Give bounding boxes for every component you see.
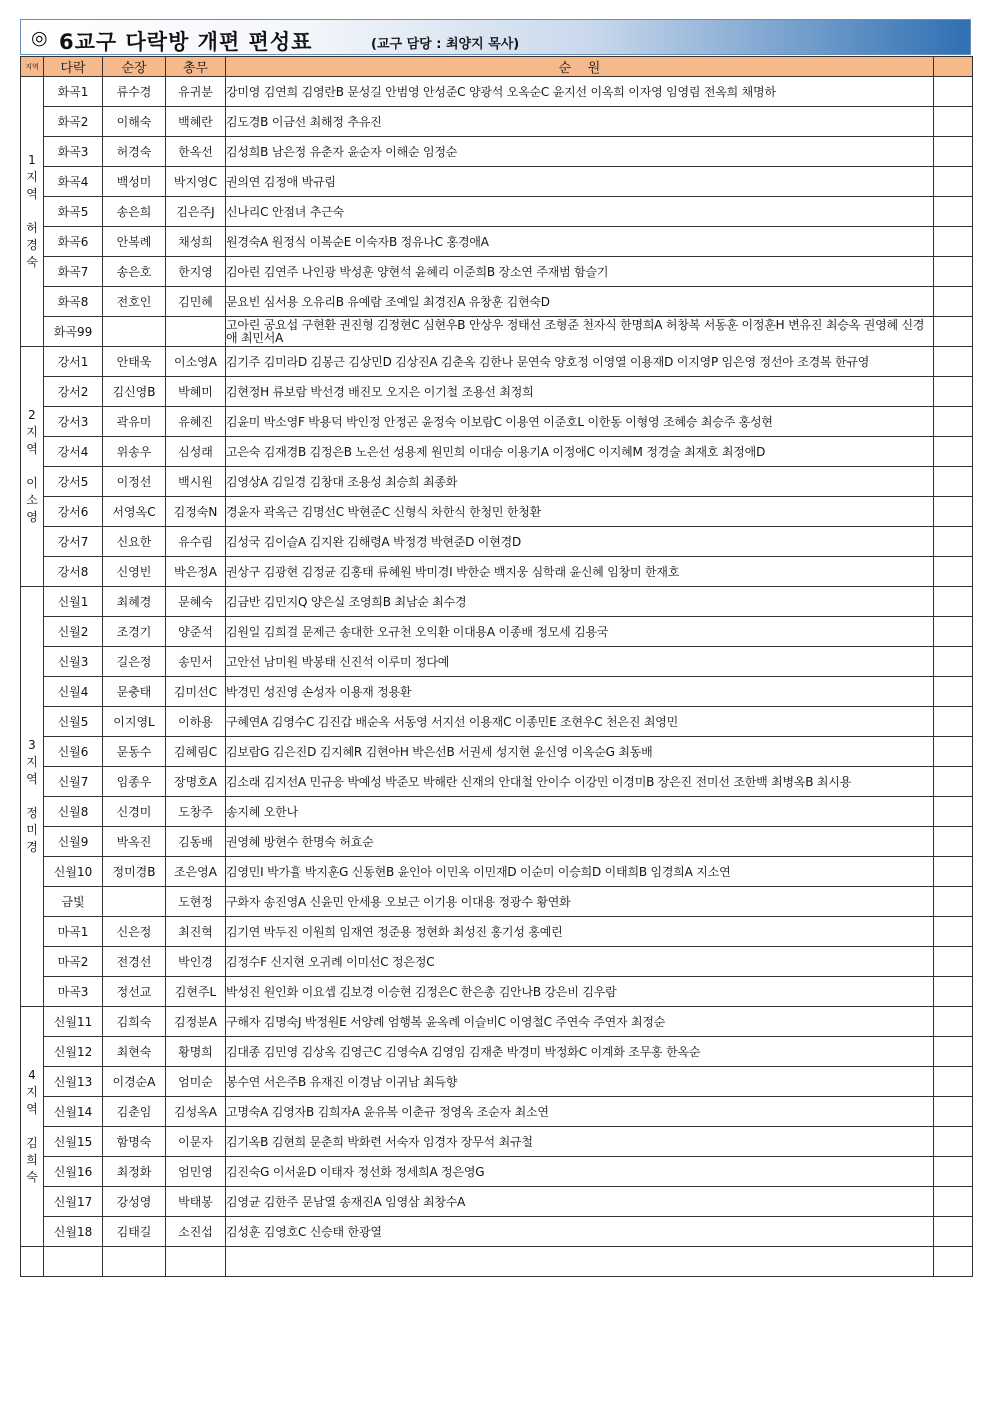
manager-cell: 장명호A — [166, 767, 226, 797]
region-label-char: 미 — [26, 823, 38, 837]
region-label-char: 역 — [26, 772, 38, 786]
members-cell: 고은숙 김재경B 김정은B 노은선 성용제 원민희 이대승 이용기A 이정애C 이지혜M 정경술 최재호 최정애D — [226, 437, 934, 467]
leader-cell — [103, 317, 166, 347]
table-row — [21, 347, 973, 377]
members-cell: 김보람G 김은진D 김지혜R 김현아H 박은선B 서권세 성지현 윤신영 이옥순G 최동배 — [226, 737, 934, 767]
leader-cell: 김희숙 — [103, 1007, 166, 1037]
blank-cell — [934, 197, 973, 227]
darak-cell: 신월7 — [44, 767, 103, 797]
blank-cell — [934, 797, 973, 827]
leader-cell: 강성영 — [103, 1187, 166, 1217]
table-row — [21, 227, 973, 257]
region-label-char: 이 — [26, 476, 38, 490]
darak-cell: 신월15 — [44, 1127, 103, 1157]
table-row — [21, 1127, 973, 1157]
manager-cell: 김민혜 — [166, 287, 226, 317]
leader-cell: 임종우 — [103, 767, 166, 797]
members-cell: 김기옥B 김현희 문춘희 박화련 서숙자 임경자 장무석 최규철 — [226, 1127, 934, 1157]
blank-cell — [934, 257, 973, 287]
leader-cell: 김태길 — [103, 1217, 166, 1247]
members-cell: 문요빈 심서용 오유리B 유예람 조예일 최경진A 유창훈 김현숙D — [226, 287, 934, 317]
blank-cell — [934, 1097, 973, 1127]
manager-cell: 김미선C — [166, 677, 226, 707]
table-row — [21, 437, 973, 467]
blank-cell — [934, 227, 973, 257]
members-cell: 송지혜 오한나 — [226, 797, 934, 827]
header-darak: 다락 — [44, 57, 103, 77]
blank-cell — [934, 1217, 973, 1247]
darak-cell: 강서8 — [44, 557, 103, 587]
leader-cell: 최현숙 — [103, 1037, 166, 1067]
region-label-char: 1 — [28, 153, 36, 167]
darak-cell: 마곡2 — [44, 947, 103, 977]
table-row — [21, 887, 973, 917]
leader-cell: 함명숙 — [103, 1127, 166, 1157]
page-title: 6교구 다락방 개편 편성표 — [59, 30, 313, 54]
members-cell: 김영균 김한주 문남열 송재진A 임영삼 최창수A — [226, 1187, 934, 1217]
region-label-char: 허 — [26, 221, 38, 235]
darak-cell: 신월5 — [44, 707, 103, 737]
table-row — [21, 197, 973, 227]
empty-row — [21, 1247, 973, 1277]
table-row — [21, 137, 973, 167]
blank-cell — [934, 977, 973, 1007]
members-cell: 김아린 김연주 나인광 박성훈 양현석 윤혜리 이준희B 장소연 주재범 함슬기 — [226, 257, 934, 287]
members-cell: 박성진 원인화 이요셉 김보경 이승현 김정은C 한은총 김안나B 강은비 김우람 — [226, 977, 934, 1007]
blank-cell — [934, 617, 973, 647]
manager-cell: 도창주 — [166, 797, 226, 827]
region-label — [21, 347, 44, 587]
region-label — [21, 77, 44, 347]
table-row — [21, 1157, 973, 1187]
darak-cell: 신월9 — [44, 827, 103, 857]
members-cell: 김영민I 박가휼 박지훈G 신동현B 윤인아 이민옥 이민재D 이순미 이승희D 이태희B 임경희A 지소연 — [226, 857, 934, 887]
darak-cell: 신월12 — [44, 1037, 103, 1067]
table-row — [21, 167, 973, 197]
members-cell: 김성희B 남은정 유춘자 윤순자 이해순 임정순 — [226, 137, 934, 167]
manager-cell: 김정숙N — [166, 497, 226, 527]
empty-cell — [226, 1247, 934, 1277]
manager-cell: 최진혁 — [166, 917, 226, 947]
manager-cell: 박태봉 — [166, 1187, 226, 1217]
blank-cell — [934, 497, 973, 527]
blank-cell — [934, 527, 973, 557]
region-label — [21, 1007, 44, 1247]
manager-cell: 유수림 — [166, 527, 226, 557]
empty-cell — [103, 1247, 166, 1277]
region-label-char: 경 — [26, 238, 38, 252]
members-cell: 구화자 송진영A 신윤민 안세용 오보근 이기용 이대용 정광수 황연화 — [226, 887, 934, 917]
region-label-char — [21, 1118, 43, 1135]
manager-cell: 문혜숙 — [166, 587, 226, 617]
blank-cell — [934, 407, 973, 437]
table-body — [21, 77, 973, 1277]
manager-cell: 백시원 — [166, 467, 226, 497]
blank-cell — [934, 1127, 973, 1157]
leader-cell: 곽유미 — [103, 407, 166, 437]
members-cell: 김기주 김미라D 김봉근 김상민D 김상진A 김춘옥 김한나 문연숙 양호정 이영열 이용재D 이지영P 임은영 정선아 조경복 한규영 — [226, 347, 934, 377]
table-row — [21, 977, 973, 1007]
darak-cell: 화곡6 — [44, 227, 103, 257]
members-cell: 권영혜 방현수 한명숙 허효순 — [226, 827, 934, 857]
blank-cell — [934, 707, 973, 737]
header-leader: 순장 — [103, 57, 166, 77]
region-label-char: 경 — [26, 840, 38, 854]
blank-cell — [934, 1007, 973, 1037]
table-header-row — [21, 57, 973, 77]
table-row — [21, 617, 973, 647]
blank-cell — [934, 317, 973, 347]
table-row — [21, 857, 973, 887]
members-cell: 김금반 김민지Q 양은실 조영희B 최남순 최수경 — [226, 587, 934, 617]
leader-cell: 위송우 — [103, 437, 166, 467]
darak-cell: 신월17 — [44, 1187, 103, 1217]
leader-cell: 안복례 — [103, 227, 166, 257]
members-cell: 박경민 성진영 손성자 이용재 정용환 — [226, 677, 934, 707]
manager-cell: 박지영C — [166, 167, 226, 197]
manager-cell: 소진섭 — [166, 1217, 226, 1247]
manager-cell: 심성래 — [166, 437, 226, 467]
leader-cell: 허경숙 — [103, 137, 166, 167]
region-label-char: 역 — [26, 1102, 38, 1116]
empty-cell — [934, 1247, 973, 1277]
table-row — [21, 1187, 973, 1217]
region-label-char: 영 — [26, 510, 38, 524]
table-row — [21, 77, 973, 107]
region-label-char: 희 — [26, 1153, 38, 1167]
leader-cell: 박옥진 — [103, 827, 166, 857]
manager-cell — [166, 317, 226, 347]
manager-cell: 김정분A — [166, 1007, 226, 1037]
members-cell: 구해자 김명숙J 박정원E 서양례 엄행복 윤옥례 이슬비C 이영철C 주연숙 주연자 최정순 — [226, 1007, 934, 1037]
manager-cell: 박인경 — [166, 947, 226, 977]
table-row — [21, 767, 973, 797]
table-row — [21, 707, 973, 737]
manager-cell: 김은주J — [166, 197, 226, 227]
leader-cell: 이정선 — [103, 467, 166, 497]
blank-cell — [934, 1037, 973, 1067]
darak-cell: 화곡1 — [44, 77, 103, 107]
leader-cell: 신영빈 — [103, 557, 166, 587]
leader-cell: 이지영L — [103, 707, 166, 737]
table-row — [21, 737, 973, 767]
blank-cell — [934, 827, 973, 857]
members-cell: 강미영 김연희 김영란B 문성길 안범영 안성준C 양광석 오옥순C 윤지선 이옥희 이자영 임영림 전옥희 채명하 — [226, 77, 934, 107]
manager-cell: 김혜림C — [166, 737, 226, 767]
table-row — [21, 677, 973, 707]
manager-cell: 김현주L — [166, 977, 226, 1007]
manager-cell: 송민서 — [166, 647, 226, 677]
leader-cell — [103, 887, 166, 917]
darak-cell: 강서2 — [44, 377, 103, 407]
blank-cell — [934, 947, 973, 977]
leader-cell: 송은호 — [103, 257, 166, 287]
members-cell: 권의연 김정애 박규림 — [226, 167, 934, 197]
leader-cell: 최혜경 — [103, 587, 166, 617]
region-label-char: 지 — [26, 1085, 38, 1099]
page-subtitle: (교구 담당 : 최양지 목사) — [371, 37, 520, 52]
blank-cell — [934, 1187, 973, 1217]
members-cell: 김기연 박두진 이원희 임재연 정준용 정현화 최성진 홍기성 홍예린 — [226, 917, 934, 947]
region-label-char: 3 — [28, 738, 36, 752]
leader-cell: 김춘임 — [103, 1097, 166, 1127]
darak-cell: 화곡3 — [44, 137, 103, 167]
manager-cell: 이문자 — [166, 1127, 226, 1157]
darak-cell: 강서1 — [44, 347, 103, 377]
table-row — [21, 1037, 973, 1067]
leader-cell: 문충태 — [103, 677, 166, 707]
members-cell: 고명숙A 김영자B 김희자A 윤유복 이춘규 정영옥 조순자 최소연 — [226, 1097, 934, 1127]
darak-cell: 강서4 — [44, 437, 103, 467]
blank-cell — [934, 587, 973, 617]
blank-cell — [934, 647, 973, 677]
members-cell: 김성훈 김영호C 신승태 한광열 — [226, 1217, 934, 1247]
members-cell: 원경숙A 원정식 이복순E 이숙자B 정유나C 홍경애A — [226, 227, 934, 257]
table-row — [21, 377, 973, 407]
leader-cell: 최정화 — [103, 1157, 166, 1187]
members-cell: 권상구 김광현 김정균 김홍태 류혜원 박미경I 박한순 백지웅 심학래 윤신혜 임창미 한재호 — [226, 557, 934, 587]
manager-cell: 김성옥A — [166, 1097, 226, 1127]
members-cell: 김현정H 류보람 박선경 배진모 오지은 이기철 조용선 최정희 — [226, 377, 934, 407]
table-row — [21, 1067, 973, 1097]
leader-cell: 조경기 — [103, 617, 166, 647]
darak-cell: 신월16 — [44, 1157, 103, 1187]
darak-cell: 신월2 — [44, 617, 103, 647]
table-row — [21, 1217, 973, 1247]
roster-table — [20, 56, 973, 1277]
region-label-char — [21, 203, 43, 220]
region-label-char: 숙 — [26, 255, 38, 269]
darak-cell: 화곡2 — [44, 107, 103, 137]
darak-cell: 화곡5 — [44, 197, 103, 227]
region-label-char — [21, 458, 43, 475]
region-label-char: 지 — [26, 755, 38, 769]
blank-cell — [934, 137, 973, 167]
table-row — [21, 947, 973, 977]
region-label-char: 역 — [26, 187, 38, 201]
darak-cell: 신월14 — [44, 1097, 103, 1127]
leader-cell: 안태욱 — [103, 347, 166, 377]
manager-cell: 백혜란 — [166, 107, 226, 137]
darak-cell: 강서7 — [44, 527, 103, 557]
table-row — [21, 287, 973, 317]
leader-cell: 송은희 — [103, 197, 166, 227]
header-members: 순 원 — [226, 57, 934, 77]
table-row — [21, 647, 973, 677]
blank-cell — [934, 77, 973, 107]
manager-cell: 도현정 — [166, 887, 226, 917]
table-row — [21, 317, 973, 347]
region-label-char: 2 — [28, 408, 36, 422]
members-cell: 김도경B 이금선 최해정 추유진 — [226, 107, 934, 137]
members-cell: 김진숙G 이서윤D 이태자 정선화 정세희A 정은영G — [226, 1157, 934, 1187]
region-label-char: 지 — [26, 170, 38, 184]
darak-cell: 화곡4 — [44, 167, 103, 197]
darak-cell: 신월10 — [44, 857, 103, 887]
blank-cell — [934, 377, 973, 407]
members-cell: 김대종 김민영 김상옥 김영근C 김영숙A 김영임 김재춘 박경미 박정화C 이계화 조무홍 한옥순 — [226, 1037, 934, 1067]
leader-cell: 이경순A — [103, 1067, 166, 1097]
table-row — [21, 557, 973, 587]
table-row — [21, 497, 973, 527]
region-label-char: 소 — [26, 493, 38, 507]
darak-cell: 신월18 — [44, 1217, 103, 1247]
manager-cell: 유혜진 — [166, 407, 226, 437]
blank-cell — [934, 737, 973, 767]
manager-cell: 한지영 — [166, 257, 226, 287]
table-row — [21, 257, 973, 287]
empty-cell — [44, 1247, 103, 1277]
manager-cell: 박혜미 — [166, 377, 226, 407]
members-cell: 경윤자 곽옥근 김명선C 박현준C 신형식 차한식 한청민 한청환 — [226, 497, 934, 527]
members-cell: 신나리C 안점녀 추근숙 — [226, 197, 934, 227]
darak-cell: 화곡7 — [44, 257, 103, 287]
darak-cell: 마곡1 — [44, 917, 103, 947]
leader-cell: 이해숙 — [103, 107, 166, 137]
region-label-char: 숙 — [26, 1170, 38, 1184]
table-row — [21, 527, 973, 557]
blank-cell — [934, 677, 973, 707]
members-cell: 봉수연 서은주B 유재진 이경남 이귀남 최득향 — [226, 1067, 934, 1097]
darak-cell: 금빛 — [44, 887, 103, 917]
leader-cell: 백성미 — [103, 167, 166, 197]
blank-cell — [934, 557, 973, 587]
blank-cell — [934, 1157, 973, 1187]
darak-cell: 화곡8 — [44, 287, 103, 317]
header-region: 지역 — [21, 57, 44, 77]
manager-cell: 조은영A — [166, 857, 226, 887]
header-manager: 총무 — [166, 57, 226, 77]
darak-cell: 강서5 — [44, 467, 103, 497]
manager-cell: 엄미순 — [166, 1067, 226, 1097]
darak-cell: 신월3 — [44, 647, 103, 677]
blank-cell — [934, 347, 973, 377]
blank-cell — [934, 437, 973, 467]
region-label — [21, 587, 44, 1007]
empty-cell — [21, 1247, 44, 1277]
table-row — [21, 1007, 973, 1037]
title-bullet-icon: ◎ — [31, 27, 48, 49]
table-row — [21, 107, 973, 137]
blank-cell — [934, 467, 973, 497]
region-label-char: 정 — [26, 806, 38, 820]
leader-cell: 신요한 — [103, 527, 166, 557]
manager-cell: 엄민영 — [166, 1157, 226, 1187]
leader-cell: 류수경 — [103, 77, 166, 107]
table-row — [21, 587, 973, 617]
members-cell: 김성국 김이슬A 김지완 김해령A 박정경 박현준D 이현경D — [226, 527, 934, 557]
leader-cell: 전호인 — [103, 287, 166, 317]
region-label-char: 4 — [28, 1068, 36, 1082]
darak-cell: 화곡99 — [44, 317, 103, 347]
darak-cell: 신월11 — [44, 1007, 103, 1037]
manager-cell: 채성희 — [166, 227, 226, 257]
darak-cell: 신월8 — [44, 797, 103, 827]
blank-cell — [934, 167, 973, 197]
blank-cell — [934, 917, 973, 947]
leader-cell: 서영옥C — [103, 497, 166, 527]
members-cell: 김소래 김지선A 민규응 박예성 박준모 박해란 신재의 안대철 안이수 이강민 이경미B 장은진 전미선 조한백 최병옥B 최시용 — [226, 767, 934, 797]
blank-cell — [934, 857, 973, 887]
leader-cell: 신은정 — [103, 917, 166, 947]
title-bar — [20, 19, 971, 55]
table-row — [21, 467, 973, 497]
manager-cell: 양준석 — [166, 617, 226, 647]
blank-cell — [934, 767, 973, 797]
leader-cell: 정미경B — [103, 857, 166, 887]
members-cell: 고아린 공요섭 구현환 권진형 김정현C 심현우B 안상우 정태선 조형준 천자식 한명희A 허창복 서동훈 이정훈H 변유진 최승옥 권영혜 신경애 최민서A — [226, 317, 934, 347]
manager-cell: 유귀분 — [166, 77, 226, 107]
blank-cell — [934, 887, 973, 917]
members-cell: 김윤미 박소영F 박용덕 박인정 안정곤 윤정숙 이보람C 이용연 이준호L 이한동 이형영 조혜승 최승주 홍성현 — [226, 407, 934, 437]
blank-cell — [934, 1067, 973, 1097]
region-label-char: 김 — [26, 1136, 38, 1150]
manager-cell: 이소영A — [166, 347, 226, 377]
region-label-char — [21, 788, 43, 805]
manager-cell: 박은정A — [166, 557, 226, 587]
darak-cell: 신월6 — [44, 737, 103, 767]
table-row — [21, 1097, 973, 1127]
darak-cell: 강서6 — [44, 497, 103, 527]
leader-cell: 전경선 — [103, 947, 166, 977]
members-cell: 김정수F 신지현 오귀례 이미선C 정은정C — [226, 947, 934, 977]
members-cell: 구혜연A 김영수C 김진갑 배순옥 서동영 서지선 이용재C 이종민E 조현우C 천은진 최영민 — [226, 707, 934, 737]
manager-cell: 김동배 — [166, 827, 226, 857]
leader-cell: 신경미 — [103, 797, 166, 827]
members-cell: 김영상A 김일경 김창대 조용성 최승희 최종화 — [226, 467, 934, 497]
header-blank — [934, 57, 973, 77]
members-cell: 김원일 김희걸 문제근 송대한 오규천 오익환 이대용A 이종배 정모세 김용국 — [226, 617, 934, 647]
blank-cell — [934, 287, 973, 317]
table-row — [21, 407, 973, 437]
members-cell: 고안선 남미원 박봉태 신진석 이루미 정다예 — [226, 647, 934, 677]
region-label-char: 지 — [26, 425, 38, 439]
manager-cell: 한옥선 — [166, 137, 226, 167]
darak-cell: 강서3 — [44, 407, 103, 437]
empty-cell — [166, 1247, 226, 1277]
leader-cell: 문동수 — [103, 737, 166, 767]
table-row — [21, 917, 973, 947]
leader-cell: 길은정 — [103, 647, 166, 677]
darak-cell: 신월1 — [44, 587, 103, 617]
leader-cell: 김신영B — [103, 377, 166, 407]
manager-cell: 이하용 — [166, 707, 226, 737]
table-row — [21, 797, 973, 827]
manager-cell: 황명희 — [166, 1037, 226, 1067]
darak-cell: 마곡3 — [44, 977, 103, 1007]
table-row — [21, 827, 973, 857]
region-label-char: 역 — [26, 442, 38, 456]
leader-cell: 정선교 — [103, 977, 166, 1007]
darak-cell: 신월13 — [44, 1067, 103, 1097]
blank-cell — [934, 107, 973, 137]
darak-cell: 신월4 — [44, 677, 103, 707]
